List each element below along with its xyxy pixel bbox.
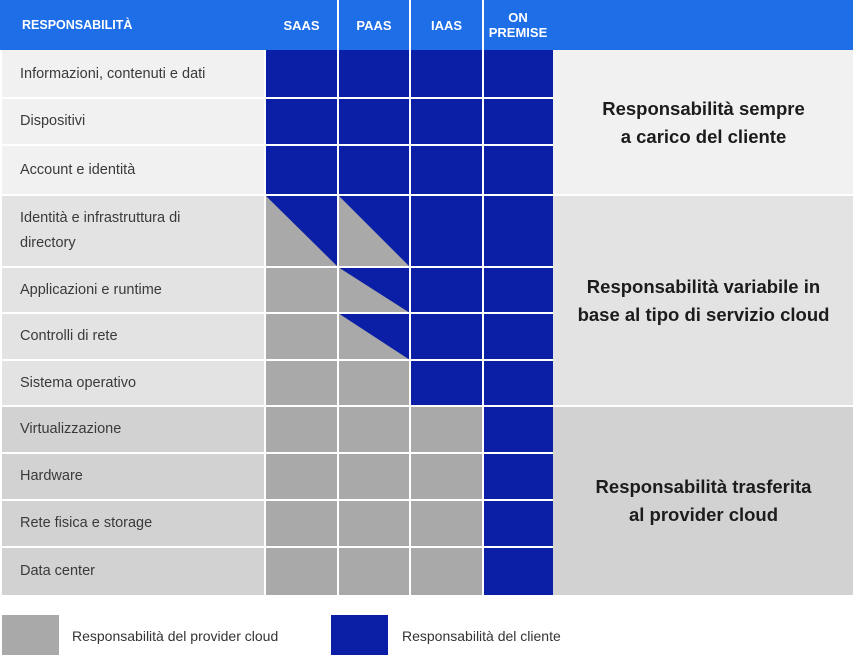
matrix-cell xyxy=(338,547,410,595)
row-divider xyxy=(0,452,553,454)
row-label: Rete fisica e storage xyxy=(20,515,153,531)
header-saas: SAAS xyxy=(283,17,320,33)
column-divider xyxy=(264,50,266,595)
legend-client-label: Responsabilità del cliente xyxy=(402,628,561,644)
matrix-cell xyxy=(483,50,553,98)
header-on-premise-line1: ON xyxy=(508,10,528,25)
matrix-cell xyxy=(265,500,338,547)
row-label: Applicazioni e runtime xyxy=(20,281,162,298)
legend-provider-label: Responsabilità del provider cloud xyxy=(72,628,279,644)
row-label: Virtualizzazione xyxy=(20,421,122,437)
matrix-cell xyxy=(265,453,338,500)
row-label: Identità e infrastruttura di directory xyxy=(20,210,181,251)
matrix-cell xyxy=(483,145,553,195)
matrix-cell xyxy=(410,145,483,195)
group-provider-line2: al provider cloud xyxy=(628,503,779,525)
matrix-cell xyxy=(483,267,553,313)
matrix-cell xyxy=(338,453,410,500)
matrix-cell xyxy=(338,500,410,547)
matrix-cell xyxy=(483,360,553,406)
column-divider xyxy=(409,50,411,595)
matrix-cell xyxy=(265,98,338,145)
group-variable-line1: Responsabilità variabile in xyxy=(586,275,821,297)
matrix-cell xyxy=(338,360,410,406)
legend-client-swatch xyxy=(331,615,388,655)
matrix-cell xyxy=(338,406,410,453)
group-always-client xyxy=(555,50,852,195)
legend-provider-swatch xyxy=(2,615,59,655)
matrix-cell xyxy=(483,406,553,453)
header-iaas: IAAS xyxy=(430,17,463,33)
group-variable xyxy=(555,195,852,406)
header-on-premise-line2: PREMISE xyxy=(488,25,548,40)
matrix-cell xyxy=(338,50,410,98)
header-divider xyxy=(337,0,339,50)
row-divider xyxy=(0,97,553,99)
row-divider xyxy=(0,546,553,548)
row-label: Controlli di rete xyxy=(20,328,118,344)
column-divider xyxy=(482,50,484,595)
matrix-cell xyxy=(265,406,338,453)
row-divider xyxy=(0,359,553,361)
matrix-cell xyxy=(410,406,483,453)
row-label: Informazioni, contenuti e dati xyxy=(20,65,206,82)
matrix-cell xyxy=(338,145,410,195)
matrix-cell xyxy=(410,98,483,145)
row-label: Dispositivi xyxy=(20,113,86,129)
group-always-client-line1: Responsabilità sempre xyxy=(602,97,805,119)
group-provider xyxy=(555,406,852,595)
group-always-client-line2: a carico del cliente xyxy=(620,125,787,147)
matrix-cell xyxy=(265,50,338,98)
matrix-cell xyxy=(483,547,553,595)
matrix-cell xyxy=(265,145,338,195)
matrix-cell xyxy=(265,547,338,595)
group-provider-line1: Responsabilità trasferita xyxy=(595,475,812,497)
row-divider xyxy=(0,266,553,268)
header-responsibility: RESPONSABILITÀ xyxy=(22,17,133,32)
matrix-cell xyxy=(265,313,338,360)
row-divider xyxy=(0,194,553,196)
matrix-cell xyxy=(410,547,483,595)
header-paas: PAAS xyxy=(356,17,392,33)
column-divider xyxy=(337,50,339,595)
matrix-cell xyxy=(265,360,338,406)
matrix-cell xyxy=(483,195,553,267)
header-divider xyxy=(482,0,484,50)
matrix-cell xyxy=(338,98,410,145)
row-divider xyxy=(0,144,553,146)
row-divider xyxy=(0,499,553,501)
matrix-cell xyxy=(483,313,553,360)
header-divider xyxy=(409,0,411,50)
row-divider xyxy=(0,312,553,314)
matrix-cell xyxy=(410,360,483,406)
group-variable-line2: base al tipo di servizio cloud xyxy=(577,303,830,325)
matrix-cell xyxy=(338,195,410,267)
matrix-cell xyxy=(410,500,483,547)
matrix-cell xyxy=(265,195,338,267)
matrix-cell xyxy=(265,267,338,313)
matrix-cell xyxy=(483,500,553,547)
row-label: Sistema operativo xyxy=(20,374,137,391)
row-label: Hardware xyxy=(20,468,83,484)
matrix-cell xyxy=(410,195,483,267)
row-divider xyxy=(0,405,553,407)
matrix-cell xyxy=(410,50,483,98)
matrix-cell xyxy=(483,98,553,145)
header-on-premise xyxy=(483,0,553,50)
matrix-cell xyxy=(410,267,483,313)
matrix-cell xyxy=(483,453,553,500)
row-label: Data center xyxy=(20,562,95,579)
row-label: Account e identità xyxy=(20,161,136,178)
matrix-cell xyxy=(410,313,483,360)
matrix-cell xyxy=(338,313,410,360)
matrix-cell xyxy=(410,453,483,500)
matrix-cell xyxy=(338,267,410,313)
